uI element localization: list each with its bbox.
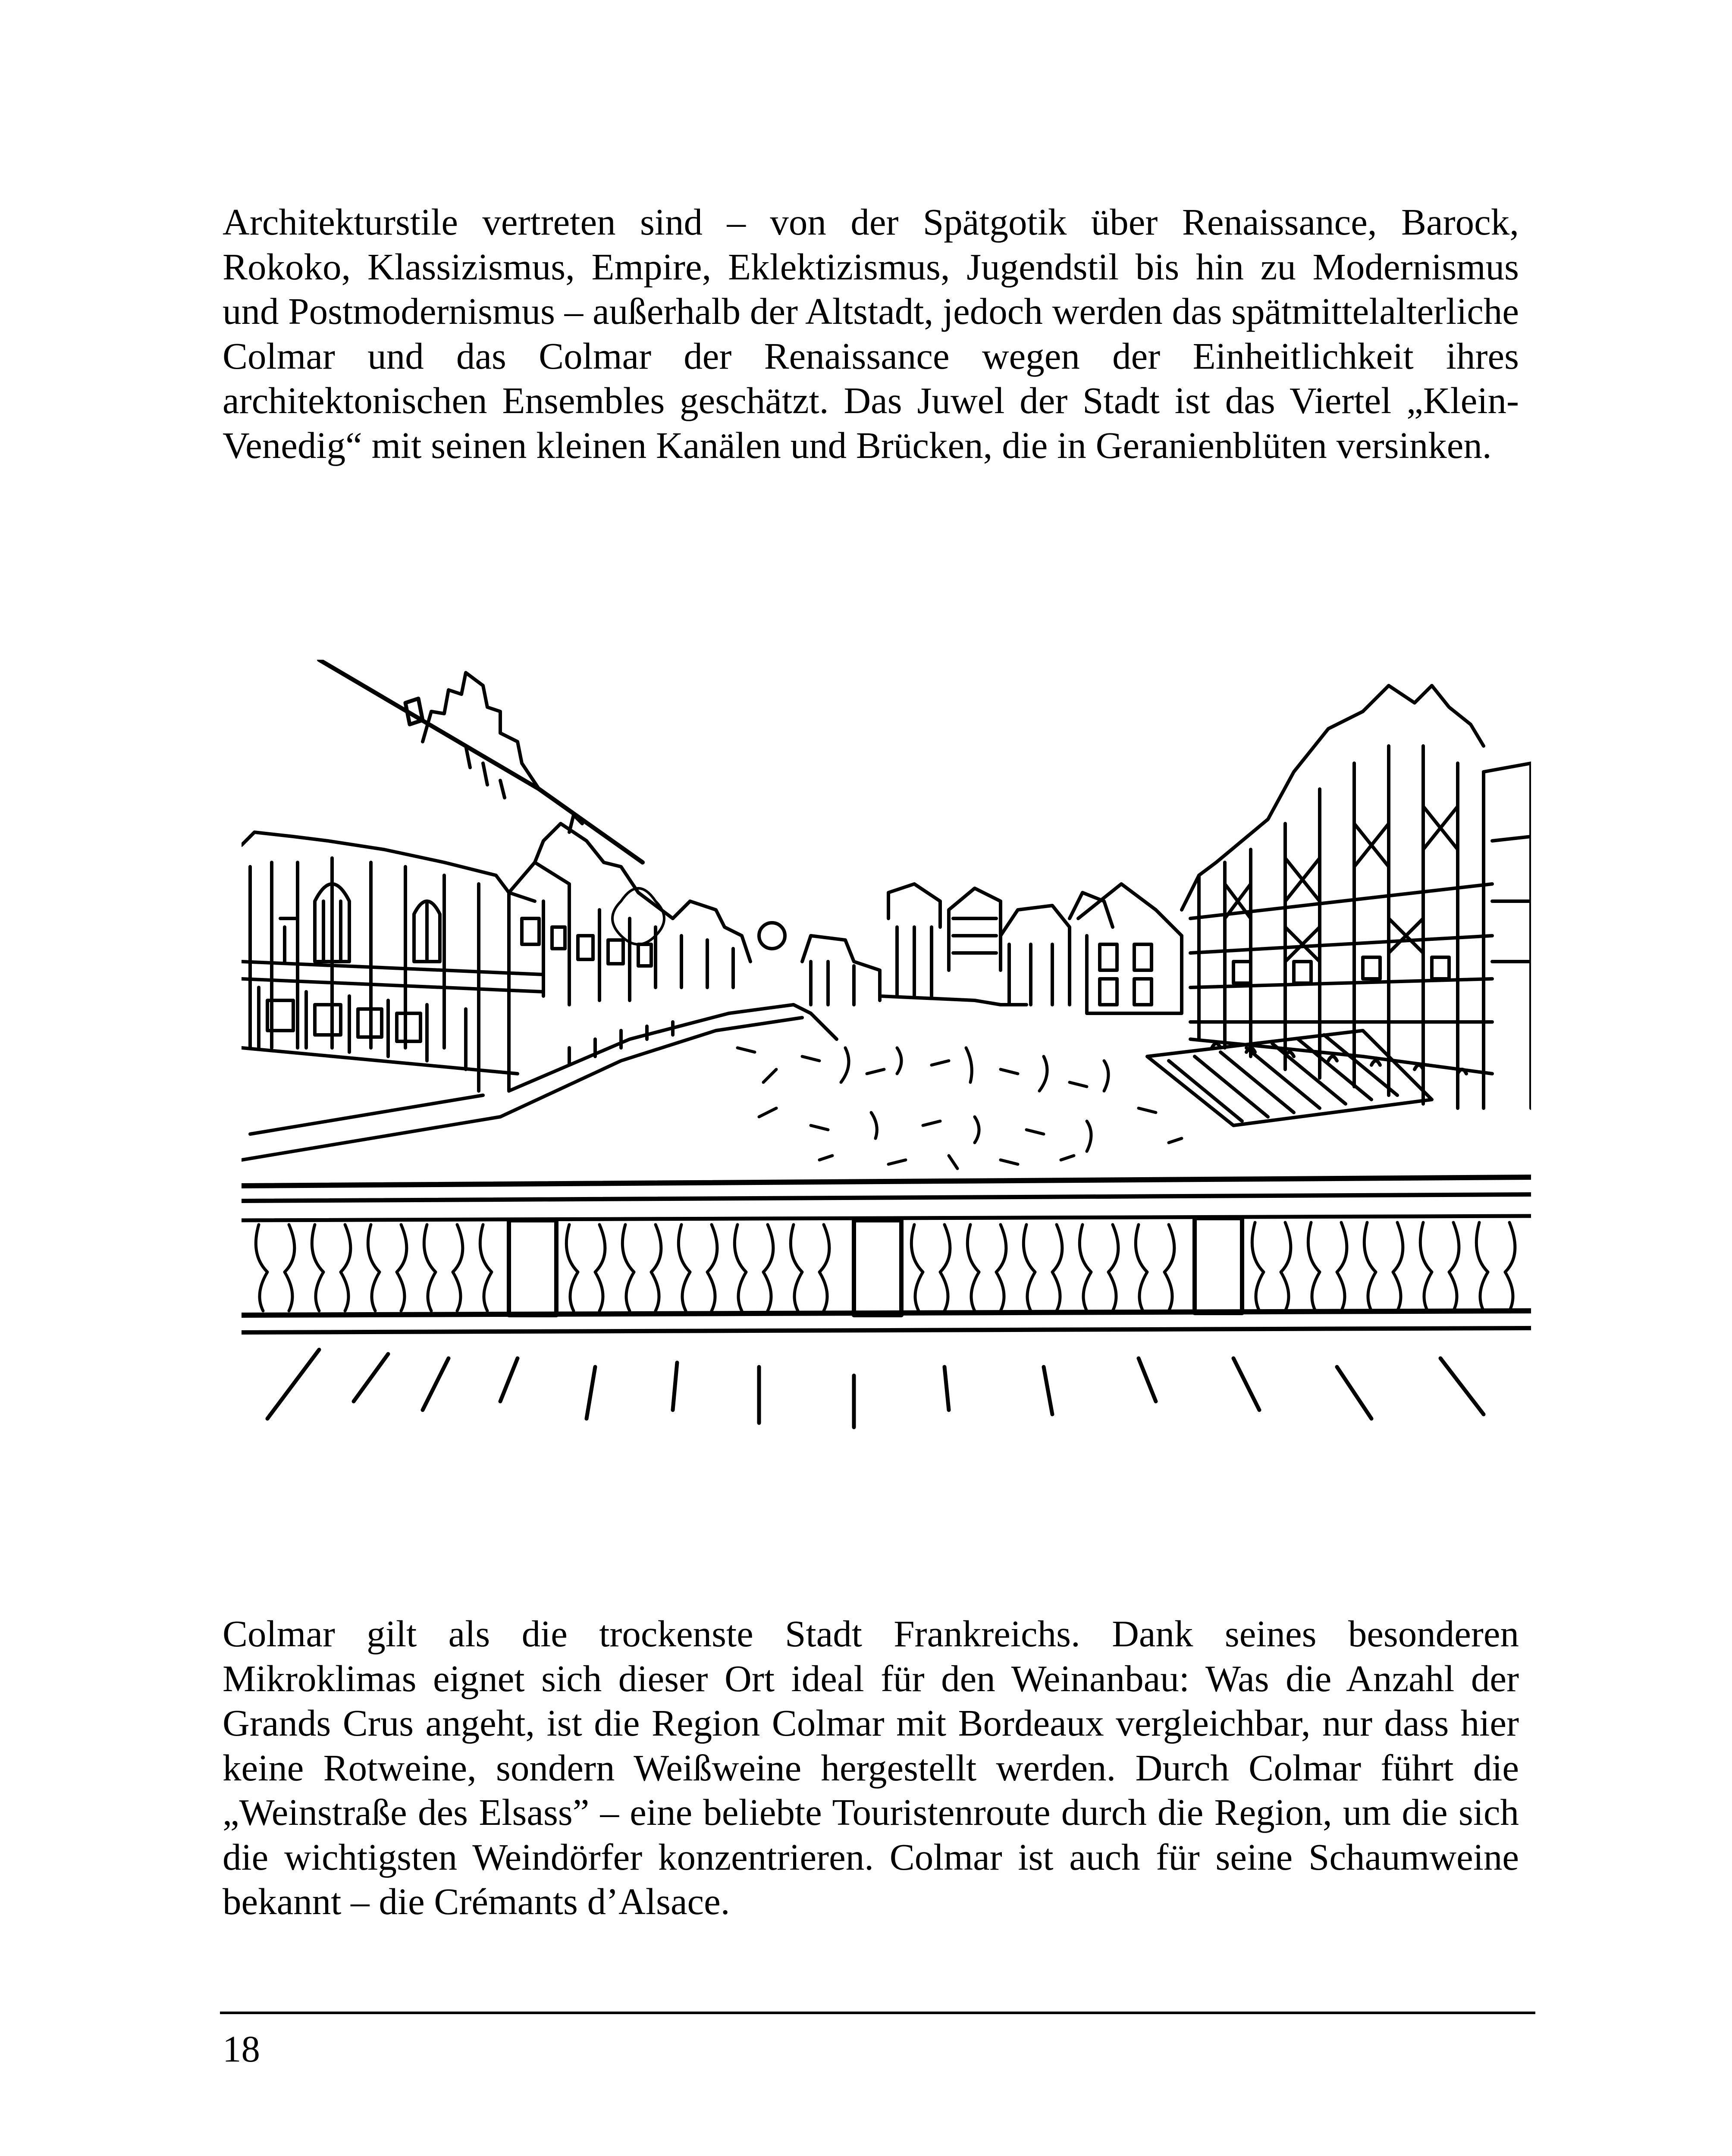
- center-buildings: [794, 884, 1182, 1039]
- left-buildings: [242, 660, 785, 1091]
- bridge-deck: [267, 1350, 1484, 1427]
- canal-water: [737, 1048, 1182, 1169]
- canal-illustration: [242, 660, 1531, 1518]
- bridge-railing: [242, 1177, 1531, 1332]
- body-paragraph-bottom: Colmar gilt als die trockenste Stadt Frankreichs. Dank seines besonderen Mikroklimas eignet sich dieser Ort ideal für den Weinanbau: Was die Anzahl der Grands Crus angeht, ist die Region Colmar mit Bordeaux vergleichbar, nur dass hier keine Rotweine, sondern Weißweine hergestellt werden. Durch Colmar führt die „Weinstraße des Elsass” – eine beliebte Touristenroute durch die Region, um die sich die wichtigsten Weindörfer konzentrieren. Colmar ist auch für seine Schaumweine bekannt – die Crémants d’Alsace.: [223, 1613, 1519, 1922]
- right-buildings: [1147, 686, 1531, 1125]
- page-number: 18: [223, 2028, 260, 2070]
- footer-rule: [220, 2012, 1535, 2014]
- body-paragraph-top: Architekturstile vertreten sind – von der Spätgotik über Renaissance, Barock, Rokoko, Klassizismus, Empire, Eklektizismus, Jugendstil bis hin zu Modernismus und Postmodernismus – außerhalb der Altstadt, jedoch werden das spätmittelalterliche Colmar und das Colmar der Renaissance wegen der Einheitlichkeit ihres architektonischen Ensembles geschätzt. Das Juwel der Stadt ist das Viertel „Klein-Venedig“ mit seinen kleinen Kanälen und Brücken, die in Geranienblüten versinken.: [223, 201, 1519, 466]
